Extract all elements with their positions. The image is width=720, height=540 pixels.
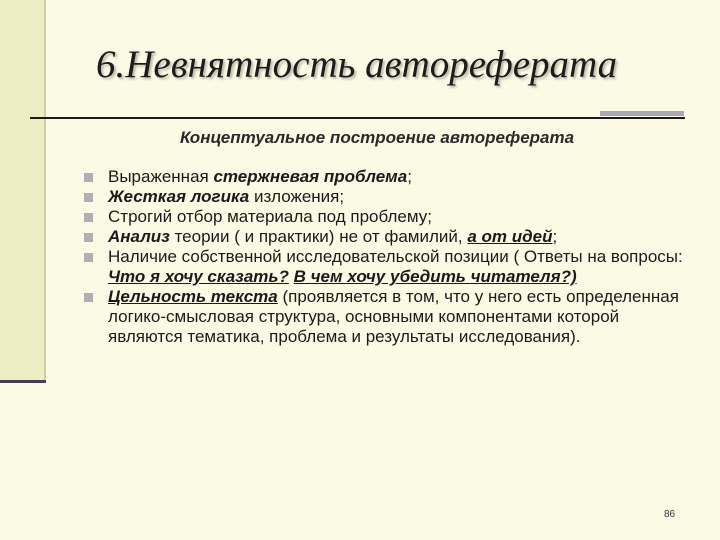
slide-title: 6.Невнятность автореферата: [96, 43, 618, 86]
bullet-emphasis: Анализ: [108, 227, 170, 246]
bullet-text: Наличие собственной исследовательской позиции ( Ответы на вопросы:: [108, 247, 683, 266]
square-bullet-icon: [84, 213, 93, 222]
bullet-list: [84, 167, 684, 347]
bullet-text: ;: [407, 167, 412, 186]
bullet-emphasis-underlined: В чем хочу убедить читателя?): [293, 267, 577, 286]
bullet-item: [84, 207, 684, 227]
bullet-emphasis-underlined: Цельность текста: [108, 287, 278, 306]
bullet-item: [84, 287, 684, 347]
left-decorative-band: [0, 0, 46, 382]
bullet-text: (проявляется в том, что у него есть определенная логико-смысловая структура, основными компонентами которой являются тематика, проблема и результаты исследования).: [108, 287, 679, 346]
slide-subtitle: Концептуальное построение автореферата: [180, 128, 575, 147]
square-bullet-icon: [84, 173, 93, 182]
bullet-item: [84, 227, 684, 247]
page-number: 86: [664, 509, 676, 520]
square-bullet-icon: [84, 293, 93, 302]
bullet-item: [84, 247, 684, 287]
bullet-emphasis-underlined: Что я хочу сказать?: [108, 267, 289, 286]
bullet-text: ;: [552, 227, 558, 246]
bullet-emphasis-underlined: а от идей: [467, 227, 553, 246]
square-bullet-icon: [84, 193, 93, 202]
bullet-emphasis: стержневая проблема: [213, 167, 408, 186]
title-accent-bar: [600, 111, 684, 116]
bullet-item: [84, 187, 684, 207]
bullet-emphasis: Жесткая логика: [108, 187, 250, 206]
bullet-text: изложения;: [249, 187, 345, 206]
bullet-item: [84, 167, 684, 187]
square-bullet-icon: [84, 253, 93, 262]
left-band-edge: [44, 0, 46, 382]
bullet-text: Выраженная: [108, 167, 214, 186]
square-bullet-icon: [84, 233, 93, 242]
bullet-text: Строгий отбор материала под проблему;: [108, 207, 432, 226]
title-divider: [30, 117, 685, 119]
left-accent-rule: [0, 380, 46, 383]
bullet-text: теории ( и практики) не от фамилий,: [169, 227, 468, 246]
